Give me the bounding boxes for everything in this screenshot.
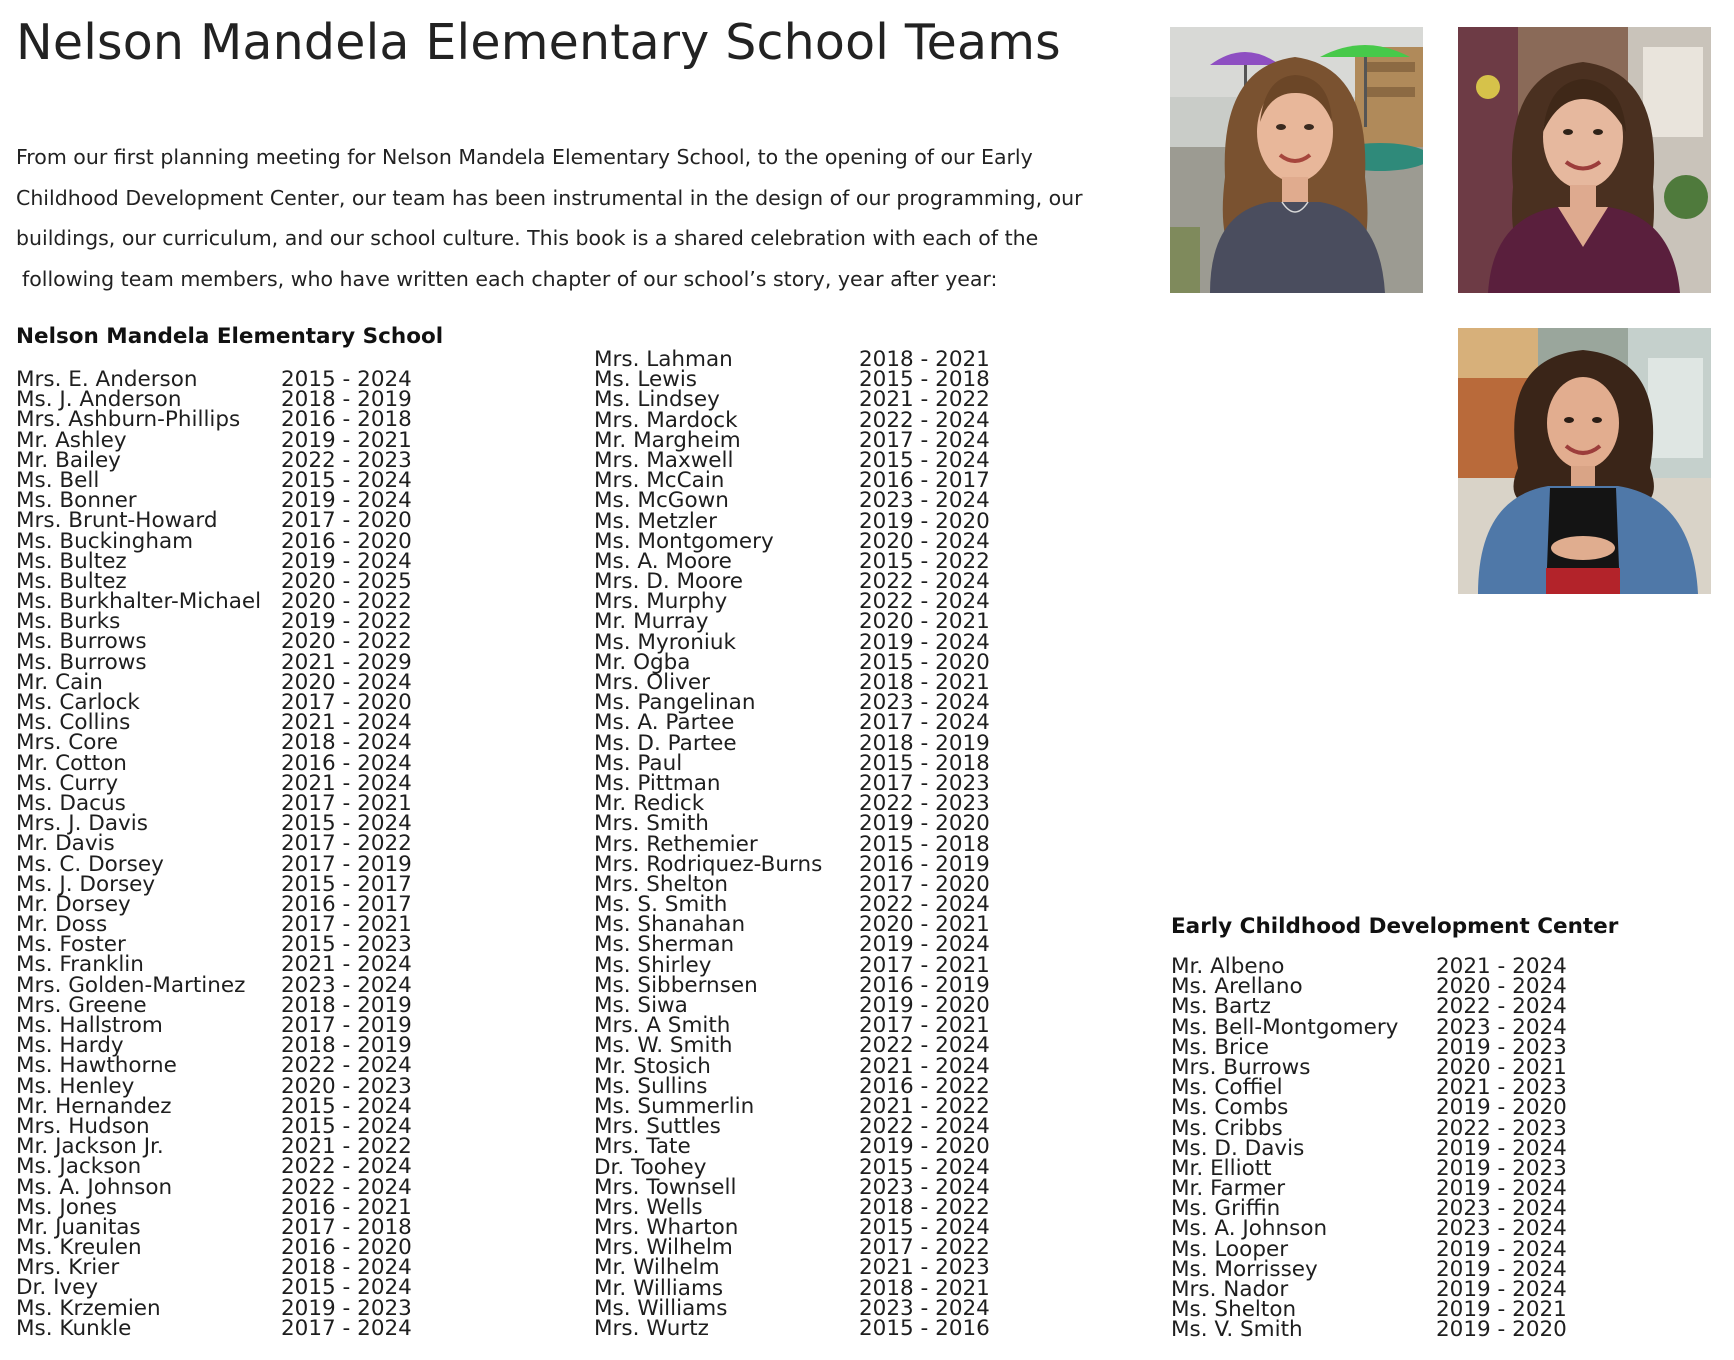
page-title: Nelson Mandela Elementary School Teams [16, 14, 1061, 71]
member-years: 2015 - 2024 [859, 1215, 990, 1241]
member-name: Ms. Siwa [594, 993, 688, 1018]
member-years: 2021 - 2023 [859, 1255, 990, 1281]
member-name: Ms. Williams [594, 1295, 728, 1321]
member-years: 2020 - 2024 [281, 669, 412, 695]
member-years: 2018 - 2024 [281, 1255, 412, 1281]
member-name: Mr. Bailey [16, 447, 121, 473]
member-name: Ms. Pittman [594, 770, 721, 796]
member-years: 2019 - 2024 [859, 629, 990, 655]
member-years: 2022 - 2024 [859, 407, 990, 433]
member-name: Mr. Davis [16, 831, 115, 857]
member-years: 2016 - 2020 [281, 1235, 412, 1261]
member-name: Ms. Buckingham [16, 528, 194, 554]
member-name: Mr. Wilhelm [594, 1255, 720, 1281]
member-name: Ms. A. Partee [594, 710, 735, 736]
member-name: Ms. J. Anderson [16, 387, 182, 413]
member-years: 2023 - 2024 [1436, 1216, 1567, 1242]
member-name: Ms. Cribbs [1171, 1115, 1283, 1141]
member-name: Ms. Lewis [594, 367, 698, 393]
member-years: 2019 - 2023 [1436, 1034, 1567, 1060]
member-name: Ms. Dacus [16, 790, 126, 816]
member-name: Mrs. Rodriquez-Burns [594, 851, 823, 877]
member-years: 2018 - 2024 [281, 730, 412, 756]
member-name: Ms. Bell [16, 467, 100, 493]
member-years: 2015 - 2017 [281, 871, 412, 897]
member-name: Ms. Looper [1171, 1236, 1289, 1262]
member-years: 2022 - 2023 [859, 791, 990, 817]
member-years: 2021 - 2023 [1436, 1075, 1567, 1101]
roster-entry [594, 1316, 1014, 1341]
member-name: Ms. Bell-Montgomery [1171, 1014, 1399, 1040]
member-name: Ms. Coffiel [1171, 1075, 1283, 1101]
member-name: Mrs. Hudson [16, 1113, 150, 1139]
member-years: 2016 - 2024 [281, 750, 412, 776]
member-years: 2015 - 2018 [859, 831, 990, 857]
member-years: 2017 - 2021 [859, 1013, 990, 1039]
member-years: 2019 - 2020 [1436, 1317, 1567, 1343]
ecdc-roster [1171, 954, 1591, 1343]
member-years: 2016 - 2018 [281, 407, 412, 433]
member-name: Mrs. Rethemier [594, 831, 758, 857]
member-years: 2022 - 2024 [859, 589, 990, 615]
member-years: 2017 - 2020 [859, 871, 990, 897]
member-years: 2015 - 2024 [281, 1093, 412, 1119]
member-years: 2017 - 2023 [859, 770, 990, 796]
member-years: 2020 - 2022 [281, 629, 412, 655]
member-years: 2017 - 2021 [859, 952, 990, 978]
member-name: Ms. Sherman [594, 932, 735, 958]
member-name: Mrs. Suttles [594, 1114, 721, 1140]
member-name: Mrs. Townsell [594, 1174, 737, 1200]
member-name: Mrs. Wells [594, 1194, 703, 1220]
member-name: Mr. Margheim [594, 427, 741, 453]
member-years: 2018 - 2022 [859, 1194, 990, 1220]
member-years: 2017 - 2020 [281, 508, 412, 534]
member-years: 2015 - 2022 [859, 548, 990, 574]
member-years: 2015 - 2024 [281, 1113, 412, 1139]
member-name: Mr. Doss [16, 912, 108, 938]
member-name: Mr. Ashley [16, 427, 127, 453]
member-years: 2021 - 2024 [281, 770, 412, 796]
member-name: Dr. Toohey [594, 1154, 707, 1180]
member-name: Ms. A. Moore [594, 548, 732, 574]
member-name: Mr. Williams [594, 1275, 724, 1301]
member-name: Ms. Kreulen [16, 1235, 142, 1261]
member-name: Ms. Kunkle [16, 1315, 132, 1341]
member-name: Ms. A. Johnson [1171, 1216, 1328, 1242]
member-name: Ms. Jackson [16, 1154, 142, 1180]
member-years: 2015 - 2024 [281, 1275, 412, 1301]
roster-entry [16, 1315, 436, 1341]
member-years: 2018 - 2021 [859, 347, 990, 372]
intro-line: From our first planning meeting for Nelson Mandela Elementary School, to the opening of our Early [16, 145, 1033, 169]
member-years: 2018 - 2021 [859, 1275, 990, 1301]
member-name: Ms. C. Dorsey [16, 851, 164, 877]
member-name: Mrs. Lahman [594, 347, 733, 372]
member-years: 2019 - 2024 [1436, 1176, 1567, 1202]
member-years: 2017 - 2021 [281, 790, 412, 816]
member-name: Ms. Curry [16, 770, 119, 796]
member-name: Mr. Dorsey [16, 891, 131, 917]
intro-paragraph [16, 137, 1116, 299]
member-name: Ms. Burkhalter-Michael [16, 589, 262, 615]
member-name: Ms. Pangelinan [594, 690, 756, 716]
member-years: 2019 - 2024 [281, 548, 412, 574]
member-years: 2015 - 2024 [281, 467, 412, 493]
member-years: 2021 - 2024 [281, 952, 412, 978]
member-years: 2022 - 2024 [859, 892, 990, 918]
member-name: Mr. Murray [594, 609, 709, 635]
member-name: Mr. Elliott [1171, 1155, 1272, 1181]
member-years: 2016 - 2019 [859, 851, 990, 877]
member-years: 2015 - 2024 [281, 367, 412, 392]
member-name: Ms. Shirley [594, 952, 712, 978]
member-years: 2017 - 2020 [281, 690, 412, 715]
member-years: 2019 - 2023 [1436, 1155, 1567, 1181]
member-name: Mrs. Ashburn-Phillips [16, 407, 241, 433]
member-name: Ms. Krzemien [16, 1295, 161, 1321]
member-years: 2020 - 2021 [859, 912, 990, 938]
member-years: 2016 - 2020 [281, 528, 412, 554]
member-name: Ms. Arellano [1171, 974, 1303, 1000]
member-name: Mrs. D. Moore [594, 569, 743, 595]
member-name: Ms. Sibbernsen [594, 972, 758, 998]
member-name: Mrs. Wharton [594, 1215, 739, 1241]
member-name: Ms. Sullins [594, 1073, 708, 1099]
member-years: 2020 - 2023 [281, 1073, 412, 1099]
member-name: Ms. D. Partee [594, 730, 737, 756]
member-name: Mr. Hernandez [16, 1093, 172, 1119]
member-name: Ms. Metzler [594, 508, 717, 534]
member-name: Ms. Henley [16, 1073, 135, 1099]
member-years: 2017 - 2021 [281, 912, 412, 938]
member-years: 2022 - 2024 [281, 1174, 412, 1200]
member-name: Ms. Collins [16, 710, 131, 736]
member-name: Mr. Cotton [16, 750, 127, 776]
member-name: Ms. Hallstrom [16, 1013, 163, 1038]
member-name: Ms. Shanahan [594, 912, 746, 938]
member-years: 2016 - 2017 [281, 891, 412, 917]
ecdc-heading: Early Childhood Development Center [1171, 914, 1619, 939]
member-name: Mrs. Krier [16, 1255, 120, 1281]
member-years: 2016 - 2017 [859, 468, 990, 494]
member-name: Mrs. Mardock [594, 407, 738, 433]
staff-photo-2 [1458, 27, 1711, 293]
member-name: Mr. Juanitas [16, 1214, 141, 1240]
member-name: Ms. Combs [1171, 1095, 1289, 1121]
member-years: 2019 - 2024 [1436, 1256, 1567, 1282]
member-name: Mr. Farmer [1171, 1176, 1286, 1202]
staff-photo-1 [1170, 27, 1423, 293]
member-name: Ms. J. Dorsey [16, 871, 156, 897]
member-name: Ms. McGown [594, 488, 729, 514]
member-years: 2019 - 2020 [859, 993, 990, 1018]
member-name: Mrs. Shelton [594, 871, 728, 897]
member-years: 2018 - 2019 [281, 387, 412, 413]
member-years: 2020 - 2022 [281, 589, 412, 615]
member-name: Dr. Ivey [16, 1275, 99, 1301]
member-name: Mrs. Golden-Martinez [16, 972, 246, 998]
member-years: 2017 - 2022 [859, 1235, 990, 1261]
member-name: Ms. Burrows [16, 629, 147, 655]
member-years: 2015 - 2024 [281, 811, 412, 837]
member-years: 2021 - 2022 [859, 387, 990, 413]
member-years: 2018 - 2019 [281, 992, 412, 1018]
member-years: 2022 - 2024 [859, 569, 990, 595]
member-years: 2018 - 2019 [281, 1033, 412, 1059]
member-name: Mrs. A Smith [594, 1013, 731, 1039]
member-years: 2019 - 2020 [1436, 1095, 1567, 1121]
member-name: Mrs. Murphy [594, 589, 728, 615]
member-name: Mrs. Smith [594, 811, 709, 837]
member-name: Ms. Lindsey [594, 387, 720, 413]
member-name: Mr. Cain [16, 669, 103, 695]
member-name: Ms. D. Davis [1171, 1135, 1305, 1161]
member-name: Ms. Bonner [16, 488, 137, 514]
member-years: 2019 - 2024 [859, 932, 990, 958]
member-name: Mr. Albeno [1171, 954, 1285, 979]
member-years: 2022 - 2024 [859, 1033, 990, 1059]
member-name: Ms. Myroniuk [594, 629, 736, 655]
member-name: Ms. Bultez [16, 568, 127, 594]
member-years: 2022 - 2024 [1436, 994, 1567, 1020]
member-years: 2023 - 2024 [859, 1295, 990, 1321]
member-years: 2017 - 2024 [859, 710, 990, 736]
member-name: Ms. Griffin [1171, 1196, 1281, 1222]
member-years: 2018 - 2021 [859, 670, 990, 695]
member-years: 2022 - 2024 [859, 1114, 990, 1140]
member-years: 2015 - 2024 [859, 1154, 990, 1180]
member-years: 2020 - 2024 [1436, 974, 1567, 1000]
member-years: 2023 - 2024 [281, 972, 412, 998]
member-years: 2023 - 2024 [1436, 1014, 1567, 1040]
staff-photo-3 [1458, 328, 1711, 594]
member-name: Ms. Hardy [16, 1033, 124, 1059]
member-years: 2023 - 2024 [859, 488, 990, 514]
member-years: 2017 - 2018 [281, 1214, 412, 1240]
intro-line: buildings, our curriculum, and our school culture. This book is a shared celebration with each of the [16, 226, 1039, 250]
member-name: Ms. Hawthorne [16, 1053, 177, 1079]
member-years: 2015 - 2023 [281, 932, 412, 958]
member-name: Mrs. Wurtz [594, 1316, 709, 1341]
member-years: 2017 - 2019 [281, 851, 412, 877]
member-years: 2016 - 2021 [281, 1194, 412, 1220]
member-years: 2017 - 2019 [281, 1013, 412, 1038]
member-years: 2017 - 2022 [281, 831, 412, 857]
member-name: Ms. Bultez [16, 548, 127, 574]
member-name: Mr. Redick [594, 791, 705, 817]
member-name: Ms. W. Smith [594, 1033, 733, 1059]
member-name: Mrs. E. Anderson [16, 367, 198, 392]
member-years: 2021 - 2024 [1436, 954, 1567, 979]
member-name: Mr. Ogba [594, 649, 691, 675]
member-years: 2019 - 2023 [281, 1295, 412, 1321]
member-years: 2019 - 2024 [1436, 1135, 1567, 1161]
member-name: Mrs. Wilhelm [594, 1235, 733, 1261]
member-name: Mr. Stosich [594, 1053, 711, 1079]
member-name: Ms. Shelton [1171, 1297, 1297, 1323]
member-years: 2015 - 2020 [859, 649, 990, 675]
member-years: 2019 - 2024 [1436, 1277, 1567, 1302]
member-years: 2021 - 2022 [281, 1134, 412, 1160]
member-name: Mrs. Greene [16, 992, 147, 1018]
member-years: 2023 - 2024 [859, 1174, 990, 1200]
member-name: Ms. Brice [1171, 1034, 1270, 1060]
intro-line: Childhood Development Center, our team has been instrumental in the design of our programming, our [16, 185, 1083, 210]
member-name: Ms. S. Smith [594, 892, 728, 918]
member-years: 2021 - 2022 [859, 1093, 990, 1119]
member-name: Mr. Jackson Jr. [16, 1134, 164, 1160]
member-name: Ms. Morrissey [1171, 1256, 1318, 1282]
member-years: 2019 - 2020 [859, 508, 990, 534]
member-years: 2021 - 2024 [281, 710, 412, 736]
member-years: 2019 - 2021 [281, 427, 412, 453]
member-years: 2020 - 2025 [281, 568, 412, 594]
member-years: 2015 - 2018 [859, 750, 990, 776]
member-years: 2015 - 2024 [859, 447, 990, 473]
member-years: 2019 - 2024 [1436, 1236, 1567, 1262]
member-years: 2017 - 2024 [859, 427, 990, 453]
member-name: Ms. Jones [16, 1194, 117, 1220]
member-years: 2020 - 2024 [859, 528, 990, 554]
member-name: Mrs. Maxwell [594, 447, 734, 473]
member-years: 2017 - 2024 [281, 1315, 412, 1341]
member-name: Mrs. Brunt-Howard [16, 508, 218, 534]
member-years: 2022 - 2024 [281, 1154, 412, 1180]
member-name: Ms. Foster [16, 932, 126, 958]
member-years: 2019 - 2021 [1436, 1297, 1567, 1323]
member-years: 2018 - 2019 [859, 730, 990, 756]
member-name: Mrs. Tate [594, 1134, 691, 1160]
member-name: Ms. Burrows [16, 649, 147, 675]
member-name: Ms. Montgomery [594, 528, 774, 554]
elementary-heading: Nelson Mandela Elementary School [16, 324, 444, 349]
member-years: 2019 - 2020 [859, 811, 990, 837]
member-name: Mrs. McCain [594, 468, 725, 494]
member-years: 2023 - 2024 [1436, 1196, 1567, 1222]
member-years: 2015 - 2016 [859, 1316, 990, 1341]
member-years: 2020 - 2021 [1436, 1054, 1567, 1080]
elementary-roster-col2 [594, 347, 1014, 1341]
member-name: Ms. A. Johnson [16, 1174, 173, 1200]
member-years: 2022 - 2023 [1436, 1115, 1567, 1141]
member-name: Ms. Summerlin [594, 1093, 755, 1119]
member-years: 2019 - 2020 [859, 1134, 990, 1160]
member-name: Mrs. Oliver [594, 670, 710, 695]
member-years: 2020 - 2021 [859, 609, 990, 635]
member-name: Ms. Burks [16, 609, 121, 635]
member-name: Ms. Paul [594, 750, 683, 776]
member-years: 2022 - 2023 [281, 447, 412, 473]
member-name: Mrs. Burrows [1171, 1054, 1311, 1080]
member-name: Ms. Bartz [1171, 994, 1271, 1020]
member-name: Ms. Franklin [16, 952, 144, 978]
member-years: 2022 - 2024 [281, 1053, 412, 1079]
member-years: 2015 - 2018 [859, 367, 990, 393]
elementary-roster-col1 [16, 367, 436, 1341]
member-years: 2023 - 2024 [859, 690, 990, 716]
member-name: Mrs. J. Davis [16, 811, 148, 837]
member-years: 2016 - 2022 [859, 1073, 990, 1099]
member-name: Mrs. Core [16, 730, 119, 756]
member-name: Ms. Carlock [16, 690, 140, 715]
member-name: Mrs. Nador [1171, 1277, 1289, 1302]
member-years: 2019 - 2022 [281, 609, 412, 635]
member-years: 2019 - 2024 [281, 488, 412, 514]
member-name: Ms. V. Smith [1171, 1317, 1303, 1343]
member-years: 2016 - 2019 [859, 972, 990, 998]
member-years: 2021 - 2024 [859, 1053, 990, 1079]
member-years: 2021 - 2029 [281, 649, 412, 675]
intro-line: following team members, who have written each chapter of our school’s story, year after year: [22, 266, 998, 291]
roster-entry [1171, 1317, 1591, 1343]
